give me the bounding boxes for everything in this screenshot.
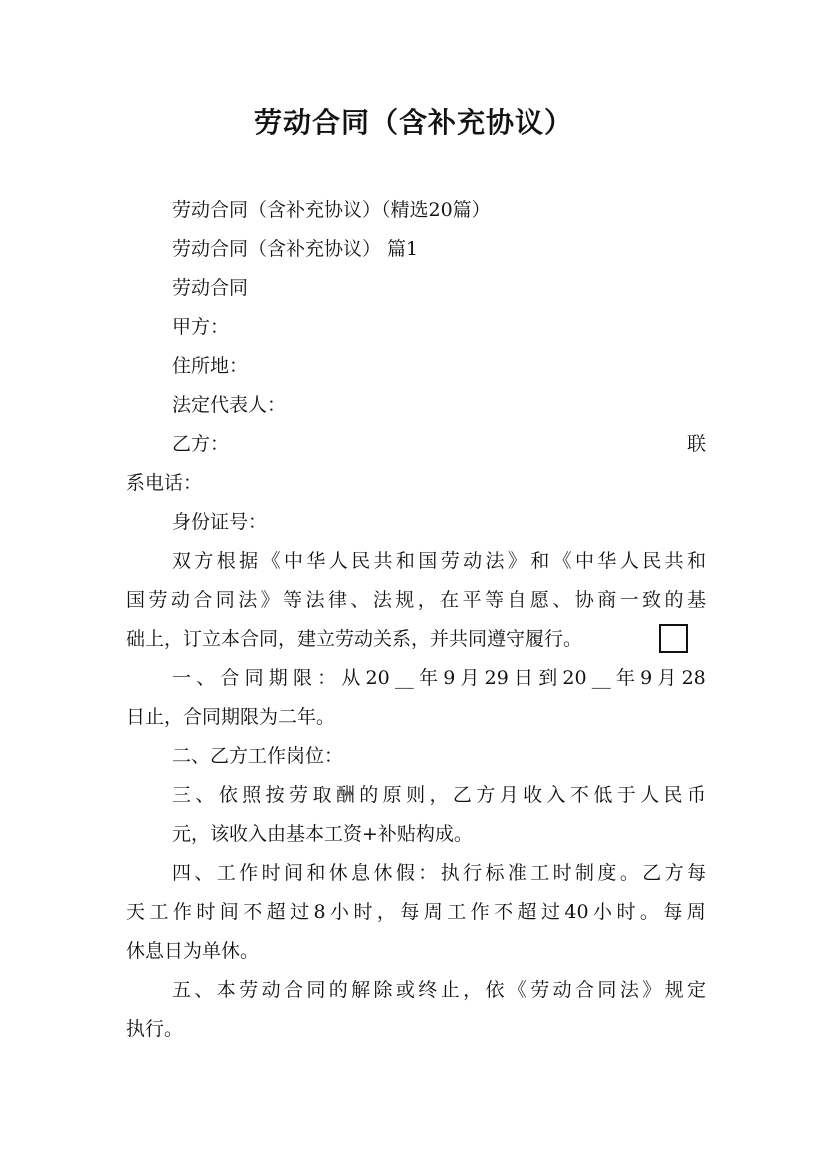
- text-run: 四: [172, 862, 192, 884]
- text-run: 》: [260, 589, 280, 611]
- text-run: 时: [552, 862, 572, 884]
- text-run: 取: [312, 784, 332, 806]
- text-run: 入: [546, 784, 566, 806]
- text-run: 每: [663, 901, 683, 923]
- text-run: 限: [292, 667, 312, 689]
- text-run: 基: [686, 589, 706, 611]
- text-run: 休: [373, 862, 393, 884]
- text-run: 法: [305, 589, 325, 611]
- text-run: 间: [219, 901, 239, 923]
- text-run: 。: [619, 862, 639, 884]
- text-run: 劳: [239, 979, 259, 1001]
- text-run: 的: [328, 979, 348, 1001]
- text-run: 40: [564, 901, 589, 923]
- text-run: 年: [419, 667, 439, 689]
- text-run: 法: [619, 979, 639, 1001]
- text-run: 按: [265, 784, 285, 806]
- text-run: 双: [172, 550, 192, 572]
- term-line: 日止，合同期限为二年。: [126, 706, 336, 728]
- text-run: 月: [460, 667, 480, 689]
- party-a-label: 甲方：: [172, 316, 230, 338]
- text-run: 原: [382, 784, 402, 806]
- text-run: 小: [593, 901, 613, 923]
- text-run: 法: [372, 589, 392, 611]
- text-run: 共: [373, 550, 393, 572]
- text-run: 华: [306, 550, 326, 572]
- text-run: 三: [172, 784, 192, 806]
- text-run: 时: [196, 901, 216, 923]
- text-run: 方: [476, 784, 496, 806]
- text-run: 同: [215, 589, 235, 611]
- text-run: 根: [216, 550, 236, 572]
- text-run: 度: [597, 862, 617, 884]
- text-run: 每: [686, 862, 706, 884]
- text-run: 收: [523, 784, 543, 806]
- text-run: 作: [470, 901, 490, 923]
- text-run: 法: [238, 589, 258, 611]
- text-run: 自: [507, 589, 527, 611]
- text-run: 一: [619, 589, 639, 611]
- text-run: 行: [463, 862, 483, 884]
- text-run: ，: [376, 901, 396, 923]
- text-run: 标: [485, 862, 505, 884]
- hours-line: [126, 898, 706, 926]
- text-run: 不: [569, 784, 589, 806]
- text-run: 依: [485, 979, 505, 1001]
- text-run: 民: [351, 550, 371, 572]
- text-run: 到: [538, 667, 558, 689]
- text-run: 、: [350, 589, 370, 611]
- text-run: 同: [244, 667, 264, 689]
- text-run: 愿: [529, 589, 549, 611]
- text-run: ：: [317, 667, 337, 689]
- text-run: 乙: [452, 784, 472, 806]
- text-run: 劳: [289, 784, 309, 806]
- text-run: 、: [196, 667, 216, 689]
- text-run: 国: [418, 550, 438, 572]
- subtitle-line: 劳动合同（含补充协议）（精选20篇）: [172, 199, 491, 221]
- text-run: 在: [440, 589, 460, 611]
- text-run: 》: [507, 550, 527, 572]
- text-run: 币: [686, 784, 706, 806]
- text-run: 期: [268, 667, 288, 689]
- text-run: 和: [306, 862, 326, 884]
- text-run: 中: [283, 550, 303, 572]
- text-run: 日: [514, 667, 534, 689]
- contract-heading: 劳动合同: [172, 277, 249, 299]
- text-run: 劳: [440, 550, 460, 572]
- text-run: 劳: [148, 589, 168, 611]
- text-run: 和: [530, 550, 550, 572]
- party-b-label: 乙方：: [172, 433, 230, 455]
- text-run: 协: [574, 589, 594, 611]
- text-run: 不: [243, 901, 263, 923]
- text-run: 工: [530, 862, 550, 884]
- text-run: 从: [341, 667, 361, 689]
- hours-line: [172, 859, 706, 887]
- text-run: 周: [686, 901, 706, 923]
- text-run: 民: [663, 784, 683, 806]
- text-run: 中: [575, 550, 595, 572]
- text-run: 规: [395, 589, 415, 611]
- text-run: 动: [261, 979, 281, 1001]
- text-run: 准: [507, 862, 527, 884]
- termination-line: 执行。: [126, 1018, 184, 1040]
- address-label: 住所地：: [172, 355, 249, 377]
- text-run: 动: [463, 550, 483, 572]
- termination-line: [172, 976, 706, 1004]
- text-run: 平: [462, 589, 482, 611]
- text-run: ，: [463, 979, 483, 1001]
- id-number-label: 身份证号：: [172, 511, 268, 533]
- text-run: 合: [193, 589, 213, 611]
- text-run: 作: [239, 862, 259, 884]
- party-b-tail: 联: [686, 433, 706, 455]
- text-run: 民: [642, 550, 662, 572]
- document-title: 劳动合同（含补充协议）: [253, 106, 573, 139]
- text-run: 合: [575, 979, 595, 1001]
- text-run: 》: [642, 979, 662, 1001]
- text-run: 解: [351, 979, 371, 1001]
- text-run: 超: [266, 901, 286, 923]
- text-run: 致: [642, 589, 662, 611]
- text-run: 于: [616, 784, 636, 806]
- term-line: [172, 664, 706, 692]
- text-run: 作: [172, 901, 192, 923]
- salary-line: 元，该收入由基本工资+补贴构成。: [172, 823, 473, 845]
- text-run: 和: [395, 550, 415, 572]
- text-run: 本: [216, 979, 236, 1001]
- text-run: 时: [353, 901, 373, 923]
- text-run: 终: [418, 979, 438, 1001]
- text-run: 方: [664, 862, 684, 884]
- text-run: 《: [261, 550, 281, 572]
- text-run: 每: [400, 901, 420, 923]
- text-run: 法: [485, 550, 505, 572]
- text-run: 华: [597, 550, 617, 572]
- paragraph-line: [126, 586, 706, 614]
- text-run: __: [591, 667, 611, 689]
- text-run: 息: [351, 862, 371, 884]
- paragraph-line: [172, 547, 706, 575]
- party-b-row: [172, 430, 706, 458]
- legal-rep-label: 法定代表人：: [172, 394, 287, 416]
- section-heading: 劳动合同（含补充协议） 篇1: [172, 238, 419, 260]
- text-run: 等: [485, 589, 505, 611]
- text-run: 周: [423, 901, 443, 923]
- text-run: ，: [417, 589, 437, 611]
- text-run: 20: [365, 667, 390, 689]
- text-run: 合: [283, 979, 303, 1001]
- text-run: 休: [328, 862, 348, 884]
- text-run: 天: [126, 901, 146, 923]
- text-run: 、: [552, 589, 572, 611]
- text-run: 国: [126, 589, 146, 611]
- text-run: 五: [172, 979, 192, 1001]
- text-run: 和: [686, 550, 706, 572]
- text-run: 的: [664, 589, 684, 611]
- text-run: 劳: [530, 979, 550, 1001]
- text-run: 8: [313, 901, 326, 923]
- text-run: 律: [327, 589, 347, 611]
- text-run: 小: [330, 901, 350, 923]
- text-run: 9: [443, 667, 456, 689]
- text-run: 人: [640, 784, 660, 806]
- text-run: ：: [418, 862, 438, 884]
- text-run: 制: [575, 862, 595, 884]
- text-run: __: [394, 667, 414, 689]
- text-run: 月: [499, 784, 519, 806]
- text-run: 或: [395, 979, 415, 1001]
- text-run: 止: [440, 979, 460, 1001]
- text-run: 工: [447, 901, 467, 923]
- text-run: 《: [552, 550, 572, 572]
- text-run: 。: [639, 901, 659, 923]
- text-run: 、: [194, 979, 214, 1001]
- text-run: 照: [242, 784, 262, 806]
- text-run: 酬: [335, 784, 355, 806]
- phone-label: 系电话：: [126, 472, 203, 494]
- text-run: 不: [494, 901, 514, 923]
- text-run: 工: [149, 901, 169, 923]
- text-run: 乙: [642, 862, 662, 884]
- text-run: ，: [429, 784, 449, 806]
- text-run: 据: [239, 550, 259, 572]
- text-run: 假: [395, 862, 415, 884]
- text-run: 、: [194, 862, 214, 884]
- text-run: 月: [657, 667, 677, 689]
- text-run: 《: [507, 979, 527, 1001]
- text-run: 间: [283, 862, 303, 884]
- text-run: 动: [552, 979, 572, 1001]
- text-run: 时: [616, 901, 636, 923]
- text-run: 依: [218, 784, 238, 806]
- text-run: 规: [664, 979, 684, 1001]
- text-run: 过: [290, 901, 310, 923]
- text-run: 一: [172, 667, 192, 689]
- text-run: 则: [406, 784, 426, 806]
- paragraph-line: 础上，订立本合同，建立劳动关系，并共同遵守履行。: [126, 628, 583, 650]
- text-run: 时: [261, 862, 281, 884]
- text-run: 9: [640, 667, 653, 689]
- text-run: 除: [373, 979, 393, 1001]
- text-run: 超: [517, 901, 537, 923]
- text-run: 29: [484, 667, 509, 689]
- text-run: 过: [540, 901, 560, 923]
- text-run: 执: [440, 862, 460, 884]
- text-run: 动: [170, 589, 190, 611]
- text-run: 定: [686, 979, 706, 1001]
- text-run: 同: [306, 979, 326, 1001]
- text-run: 工: [216, 862, 236, 884]
- text-run: 20: [562, 667, 587, 689]
- checkbox[interactable]: [659, 624, 688, 653]
- text-run: 人: [328, 550, 348, 572]
- text-run: 等: [283, 589, 303, 611]
- text-run: 的: [359, 784, 379, 806]
- text-run: 合: [220, 667, 240, 689]
- text-run: 、: [195, 784, 215, 806]
- text-run: 28: [681, 667, 706, 689]
- position-line: 二、乙方工作岗位：: [172, 745, 344, 767]
- text-run: 年: [615, 667, 635, 689]
- salary-line: [172, 781, 706, 809]
- text-run: 同: [597, 979, 617, 1001]
- text-run: 共: [664, 550, 684, 572]
- text-run: 低: [593, 784, 613, 806]
- text-run: 商: [597, 589, 617, 611]
- hours-line: 休息日为单休。: [126, 940, 260, 962]
- text-run: 人: [619, 550, 639, 572]
- text-run: 方: [194, 550, 214, 572]
